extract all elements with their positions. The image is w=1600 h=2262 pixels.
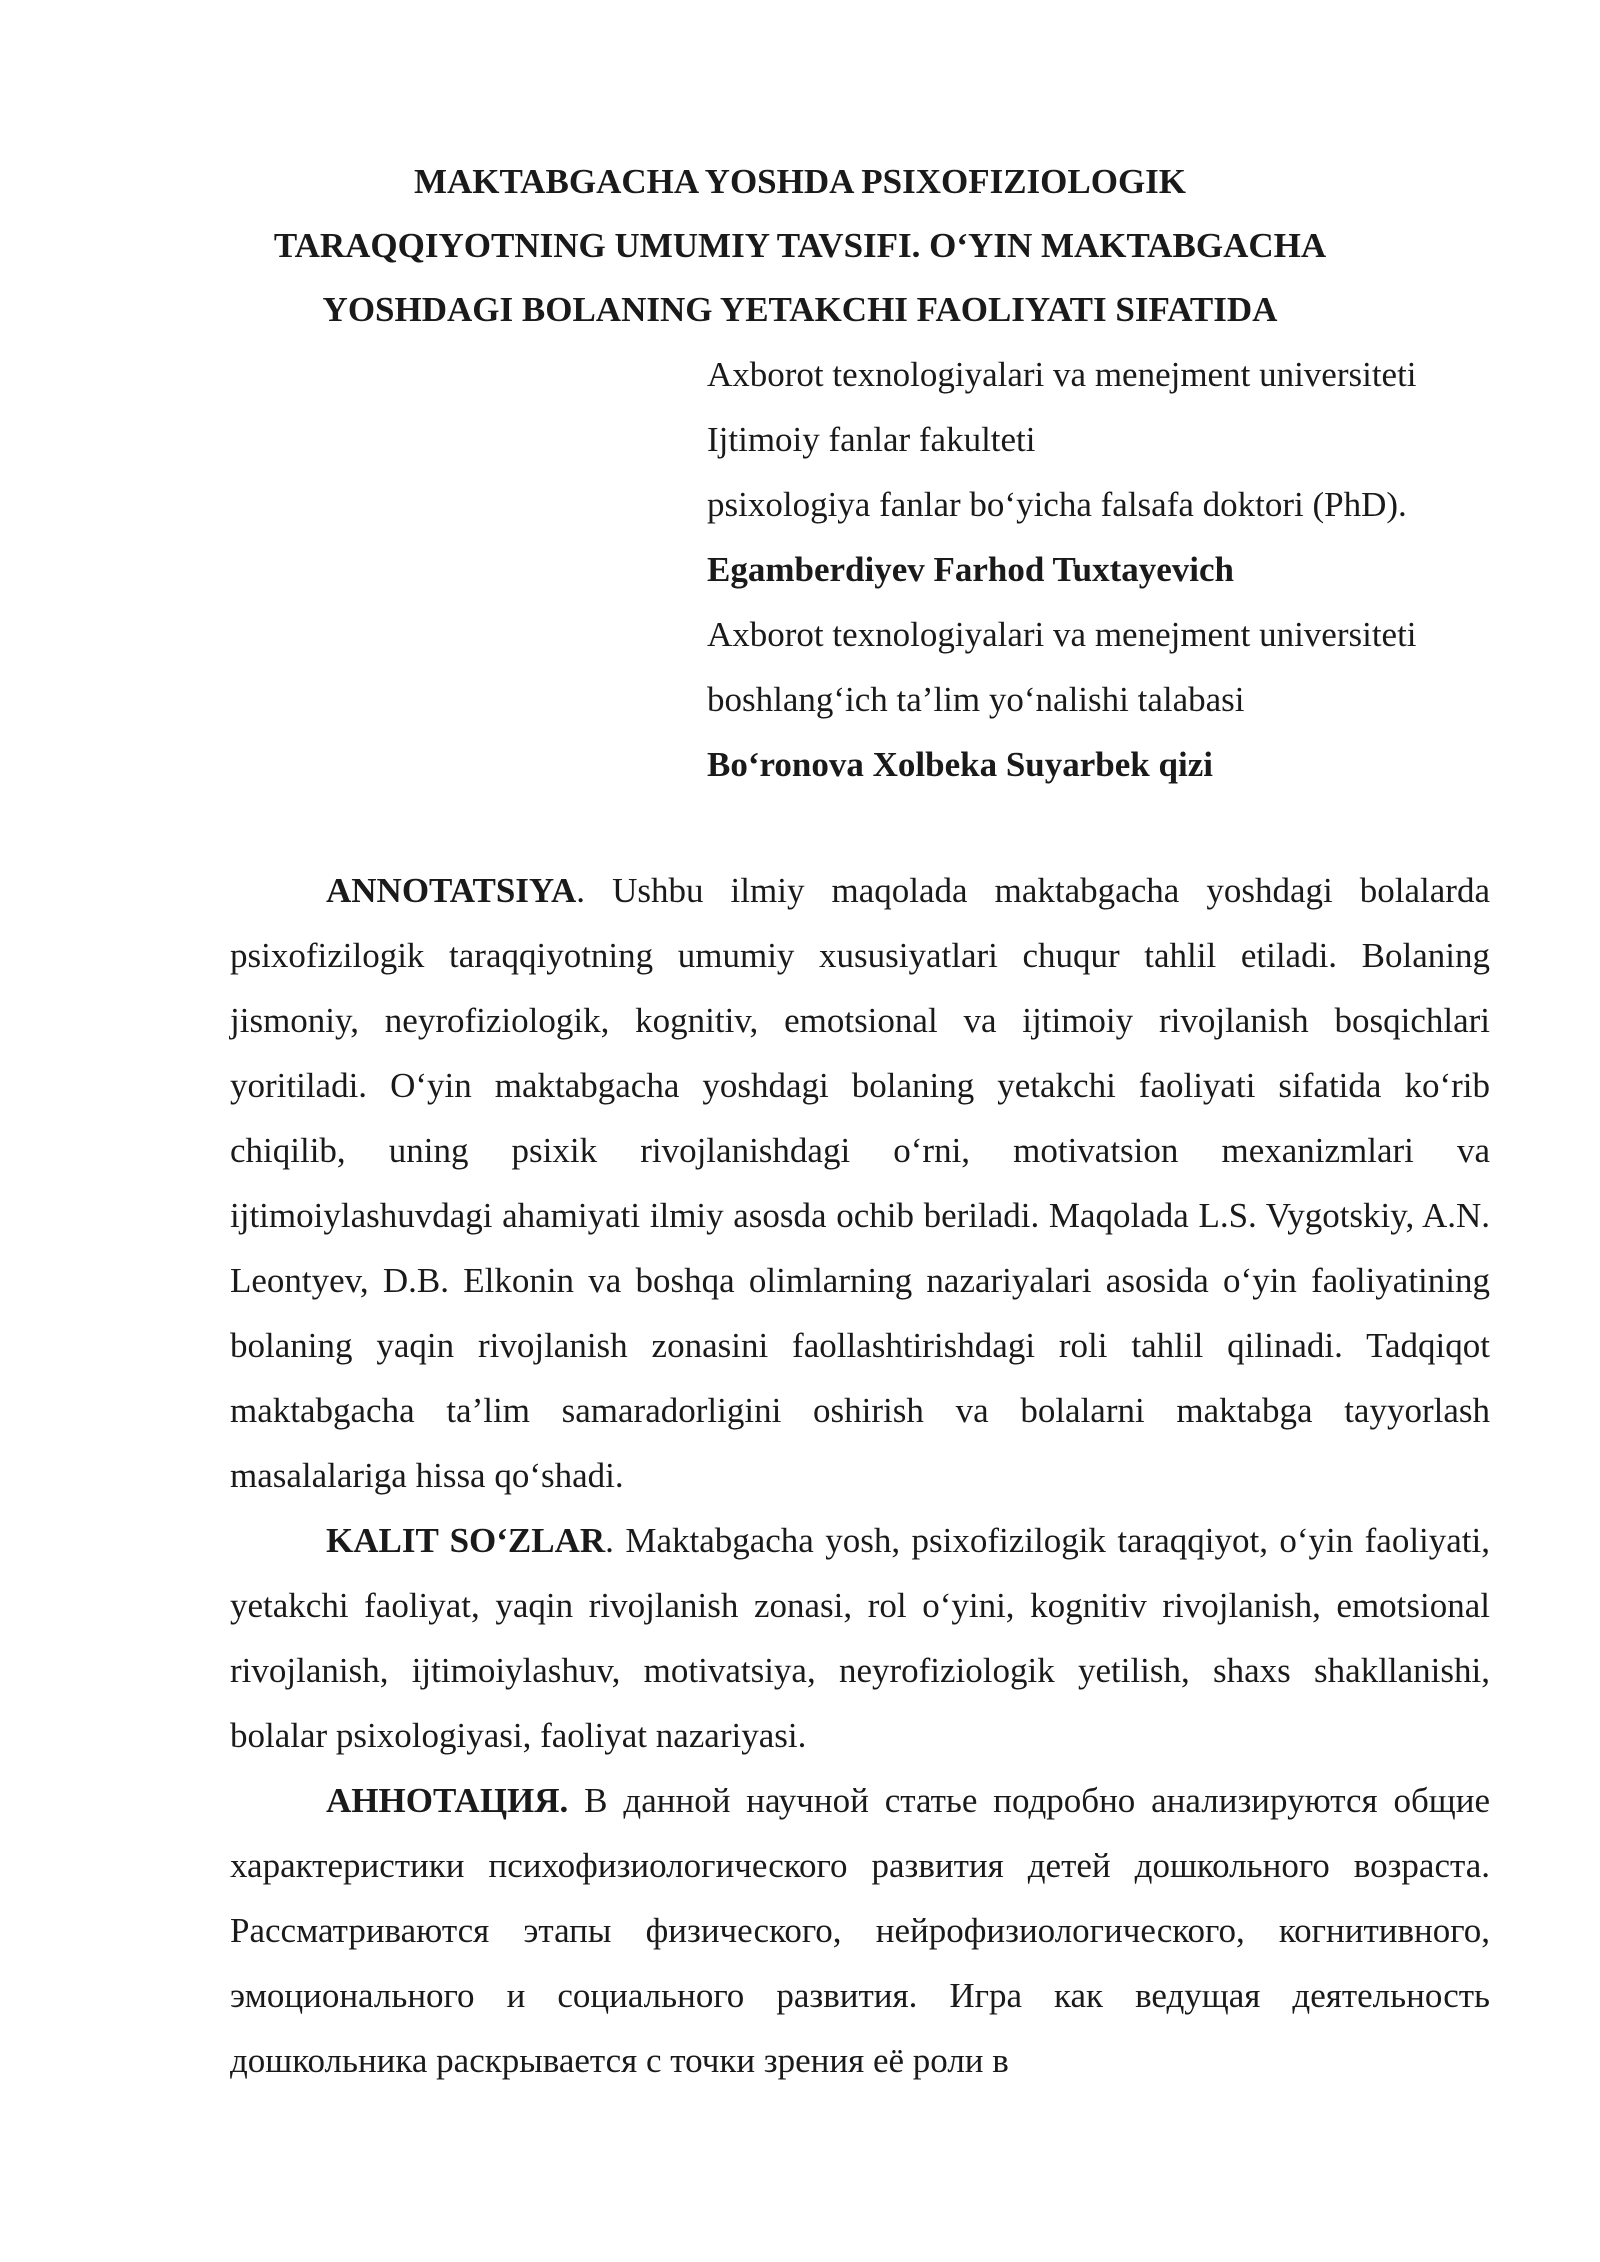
keywords-section bbox=[230, 1508, 1490, 1768]
author1-university: Axborot texnologiyalari va menejment universiteti bbox=[707, 355, 1417, 394]
author2-name: Bo‘ronova Xolbeka Suyarbek qizi bbox=[707, 745, 1213, 784]
article-title bbox=[230, 150, 1370, 342]
annotation-ru-paragraph bbox=[230, 1768, 1490, 2093]
annotation-ru-text: В данной научной статье подробно анализируются общие характеристики психофизиологического развития детей дошкольного возраста. Рассматриваются этапы физического, нейрофизиологического, когнитивного, эмоционального и социального развития. Игра как ведущая деятельность дошкольника раскрывается с точки зрения её роли в bbox=[230, 1781, 1490, 2080]
keywords-label: KALIT SO‘ZLAR bbox=[326, 1521, 606, 1560]
annotation-uz-section bbox=[230, 858, 1490, 1508]
title-line-2: TARAQQIYOTNING UMUMIY TAVSIFI. O‘YIN MAKTABGACHA bbox=[273, 226, 1327, 265]
keywords-text: . Maktabgacha yosh, psixofizilogik taraqqiyot, o‘yin faoliyati, yetakchi faoliyat, yaqin rivojlanish zonasi, rol o‘yini, kognitiv rivojlanish, emotsional rivojlanish, ijtimoiylashuv, motivatsiya, neyrofiziologik yetilish, shaxs shakllanishi, bolalar psixologiyasi, faoliyat nazariyasi. bbox=[230, 1521, 1491, 1755]
author1-degree: psixologiya fanlar bo‘yicha falsafa doktori (PhD). bbox=[707, 485, 1407, 524]
title-line-3: YOSHDAGI BOLANING YETAKCHI FAOLIYATI SIFATIDA bbox=[322, 290, 1278, 329]
annotation-ru-section bbox=[230, 1768, 1490, 2093]
title-line-1: MAKTABGACHA YOSHDA PSIXOFIZIOLOGIK bbox=[413, 162, 1187, 201]
author2-university: Axborot texnologiyalari va menejment universiteti bbox=[707, 615, 1417, 654]
annotation-uz-text: . Ushbu ilmiy maqolada maktabgacha yoshdagi bolalarda psixofizilogik taraqqiyotning umumiy xususiyatlari chuqur tahlil etiladi. Bolaning jismoniy, neyrofiziologik, kognitiv, emotsional va ijtimoiy rivojlanish bosqichlari yoritiladi. O‘yin maktabgacha yoshdagi bolaning yetakchi faoliyati sifatida ko‘rib chiqilib, uning psixik rivojlanishdagi o‘rni, motivatsion mexanizmlari va ijtimoiylashuvdagi ahamiyati ilmiy asosda ochib beriladi. Maqolada L.S. Vygotskiy, A.N. Leontyev, D.B. Elkonin va boshqa olimlarning nazariyalari asosida o‘yin faoliyatining bolaning yaqin rivojlanish zonasini faollashtirishdagi roli tahlil qilinadi. Tadqiqot maktabgacha ta’lim samaradorligini oshirish va bolalarni maktabga tayyorlash masalalariga hissa qo‘shadi. bbox=[230, 871, 1490, 1495]
author1-faculty: Ijtimoiy fanlar fakulteti bbox=[707, 420, 1036, 459]
author-block bbox=[707, 342, 1507, 797]
annotation-uz-paragraph bbox=[230, 858, 1490, 1508]
author2-position: boshlang‘ich ta’lim yo‘nalishi talabasi bbox=[707, 680, 1245, 719]
annotation-ru-label: АННОТАЦИЯ. bbox=[326, 1781, 569, 1820]
keywords-paragraph bbox=[230, 1508, 1490, 1768]
annotation-uz-label: ANNOTATSIYA bbox=[326, 871, 577, 910]
author1-name: Egamberdiyev Farhod Tuxtayevich bbox=[707, 550, 1234, 589]
